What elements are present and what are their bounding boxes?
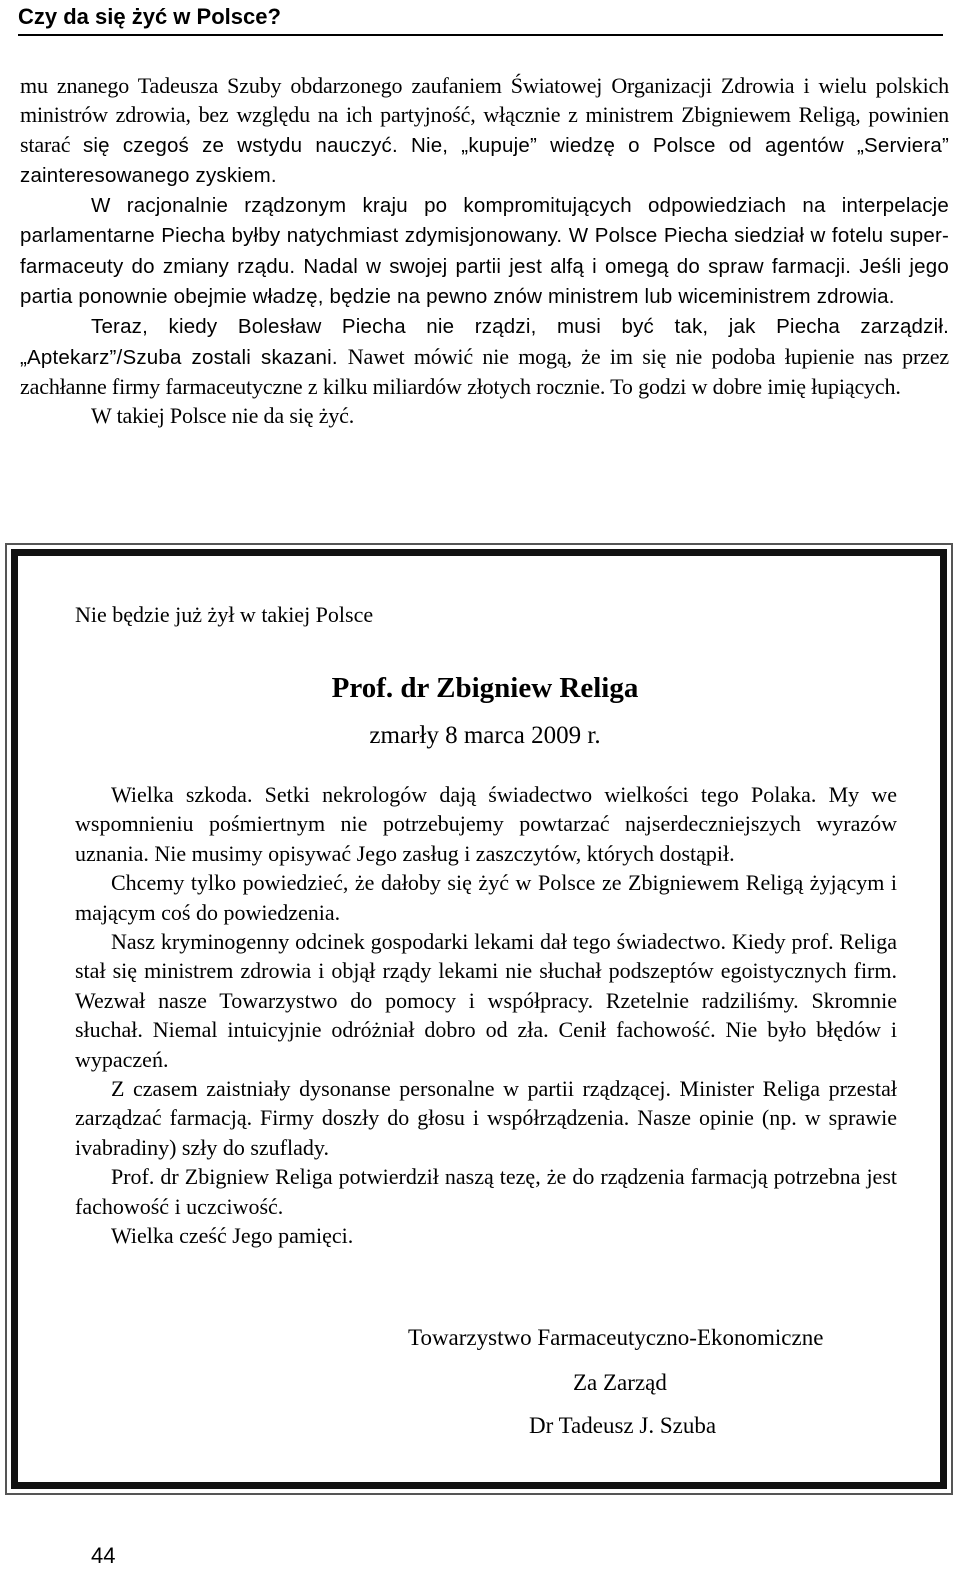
article-paragraph [20,401,949,430]
article-text-serif: W takiej Polsce nie da się żyć. [91,403,355,429]
obituary-body [75,780,897,1251]
article-text-sans: W racjonalnie rządzonym kraju po kompromitujących odpowiedziach na interpelacje parlamentarne Piecha byłby natychmiast zdymisjonowany. W Polsce Piecha siedział w fotelu super-farmaceuty do zmiany rządu. Nadal w swojej partii jest alfą i omegą do spraw farmacji. Jeśli jego partia ponownie obejmie władzę, będzie na pewno znów ministrem lub wiceministrem zdrowia. [20,194,949,309]
article-body [20,71,949,431]
page-number: 44 [91,1543,116,1568]
obituary-date: zmarły 8 marca 2009 r. [369,722,601,749]
obituary-paragraph: Wielka cześć Jego pamięci. [111,1223,354,1249]
running-title: Czy da się żyć w Polsce? [18,2,943,36]
obituary-paragraph: Wielka szkoda. Setki nekrologów dają świadectwo wielkości tego Polaka. My we wspomnieniu pośmiertnym nie potrzebujemy powtarzać najserdeczniejszych wyrazów uznania. Nie musimy opisywać Jego zasług i zaszczytów, których dostąpił. [75,782,897,866]
signature-person: Dr Tadeusz J. Szuba [529,1413,717,1438]
article-text-sans: Teraz, kiedy Bolesław Piecha nie rządzi, musi być tak, jak Piecha zarządził. „Aptekarz”/Szuba zostali skazani. [20,315,949,369]
signature-organization: Towarzystwo Farmaceutyczno-Ekonomiczne [408,1325,824,1350]
article-text-serif: mu znanego Tadeusza Szuby obdarzonego zaufaniem Światowej Organizacji Zdrowia i wielu polskich ministrów zdrowia, bez względu na ich partyjność, włącznie z ministrem Zbigniewem Religą, powinien starać [20,73,949,157]
article-paragraph [20,311,949,401]
signature-board: Za Zarząd [573,1370,667,1395]
obituary-paragraph: Nasz kryminogenny odcinek gospodarki lekami dał tego świadectwo. Kiedy prof. Religa stał się ministrem zdrowia i objął rządy lekami nie słuchał podszeptów egoistycznych firm. Wezwał nasze Towarzystwo do pomocy i współpracy. Rzetelnie radziliśmy. Skromnie słuchał. Niemal intuicyjnie odróżniał dobro od zła. Cenił fachowość. Nie było błędów i wypaczeń. [75,929,897,1072]
obituary-paragraph: Chcemy tylko powiedzieć, że dałoby się żyć w Polsce ze Zbigniewem Religą żyjącym i mającym coś do powiedzenia. [75,870,897,925]
article-text-serif: Nawet mówić nie mogą, że im się nie podoba łupienie nas przez zachłanne firmy farmaceutyczne z kilku miliardów złotych rocznie. To godzi w dobre imię łupiących. [20,343,949,399]
obituary-intro: Nie będzie już żył w takiej Polsce [75,602,374,627]
obituary-paragraph: Prof. dr Zbigniew Religa potwierdził naszą tezę, że do rządzenia farmacją potrzebna jest fachowość i uczciwość. [75,1164,897,1219]
article-text-sans: się czegoś ze wstydu nauczyć. Nie, „kupuje” wiedzę o Polsce od agentów „Serviera” zainteresowanego zyskiem. [20,133,949,187]
obituary-paragraph: Z czasem zaistniały dysonanse personalne w partii rządzącej. Minister Religa przestał zarządzać farmacją. Firmy doszły do głosu i współrządzenia. Nasze opinie (np. w sprawie ivabradiny) szły do szuflady. [75,1076,897,1160]
obituary-name: Prof. dr Zbigniew Religa [331,672,639,704]
article-paragraph [20,190,949,311]
article-paragraph [20,71,949,190]
